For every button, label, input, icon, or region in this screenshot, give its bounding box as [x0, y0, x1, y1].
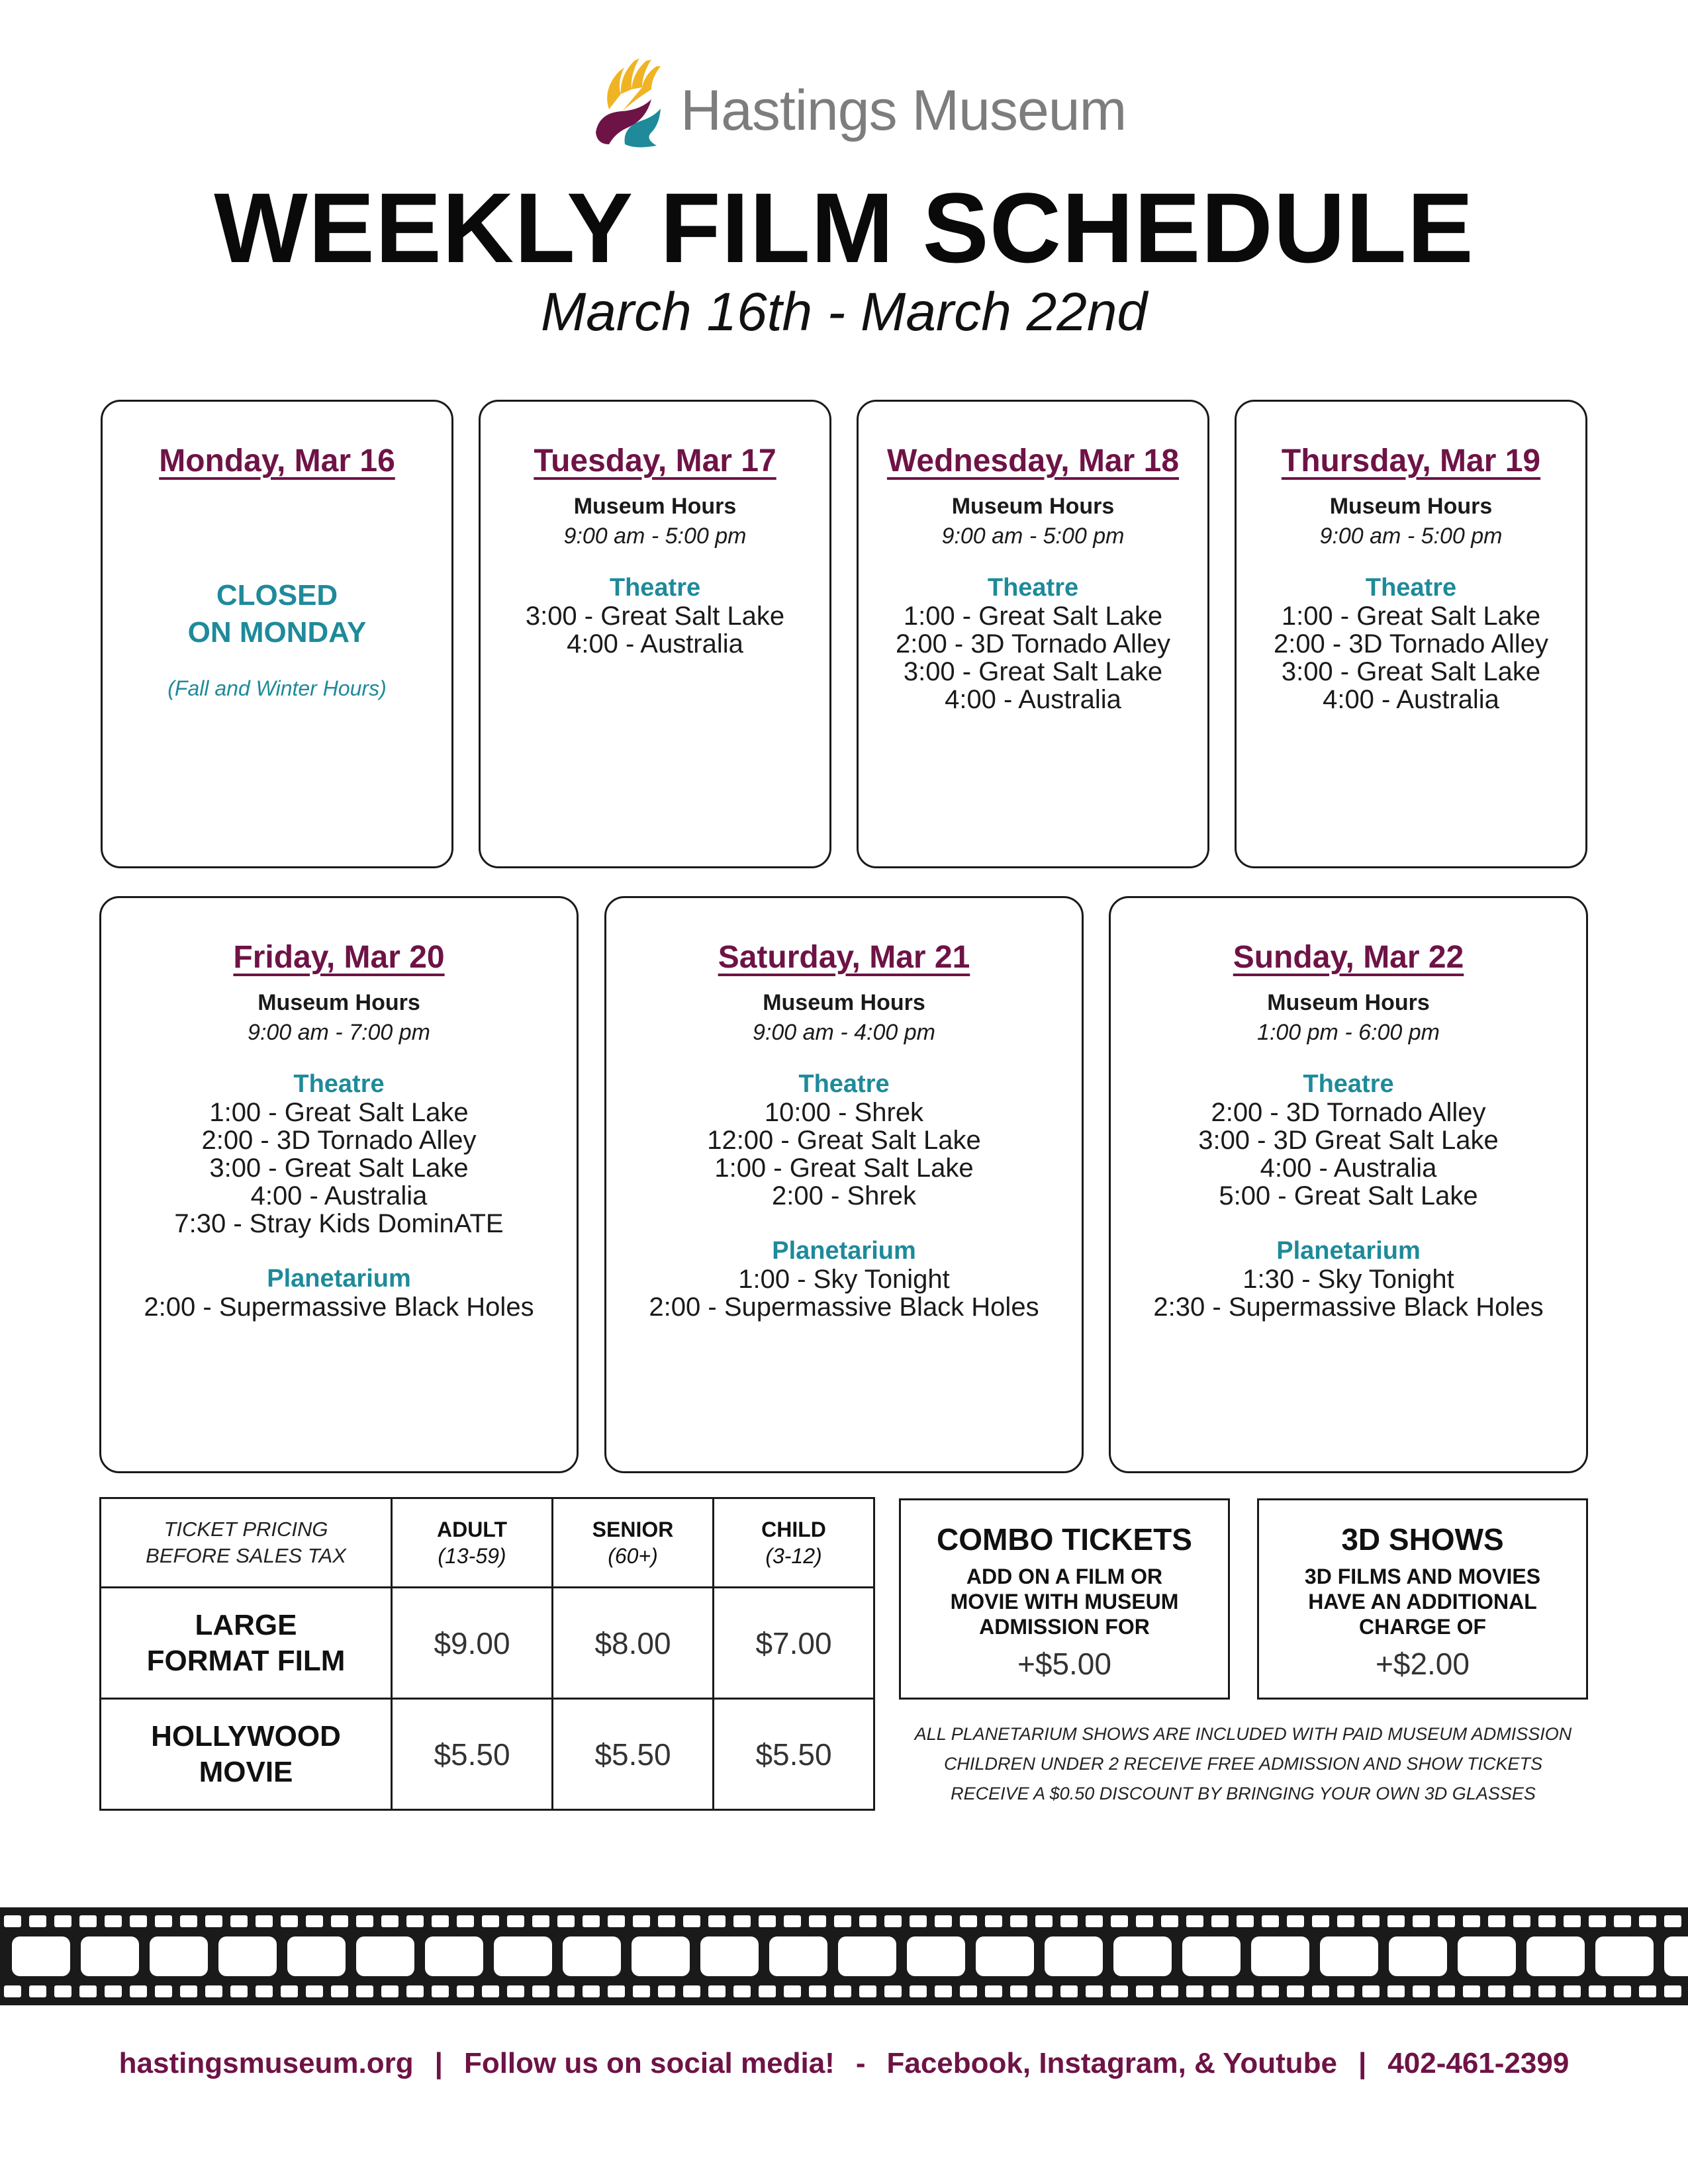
row-label-line-2: FORMAT FILM [146, 1644, 346, 1677]
sprocket-hole [557, 1915, 575, 1927]
sprocket-hole [1060, 1985, 1078, 1997]
sprocket-hole [1186, 1985, 1203, 1997]
sprocket-hole [205, 1915, 222, 1927]
sprocket-hole [205, 1985, 222, 1997]
sprocket-hole [29, 1985, 46, 1997]
column-header-child [714, 1498, 874, 1588]
showtime: 10:00 - Shrek [764, 1098, 924, 1127]
film-frame [425, 1936, 483, 1976]
film-frame [218, 1936, 277, 1976]
day-card-thursday [1235, 400, 1587, 868]
museum-hours-label: Museum Hours [258, 990, 420, 1015]
price-cell: $7.00 [714, 1588, 874, 1699]
theatre-section [101, 1069, 577, 1238]
theatre-heading: Theatre [1303, 1070, 1394, 1098]
film-frame [1320, 1936, 1378, 1976]
combo-description: ADD ON A FILM OR MOVIE WITH MUSEUM ADMISSION FOR [950, 1565, 1179, 1639]
sprocket-hole [79, 1985, 97, 1997]
day-title: Monday, Mar 16 [159, 443, 395, 478]
sprocket-hole [733, 1915, 751, 1927]
sprocket-hole [457, 1915, 474, 1927]
sprocket-hole [1589, 1915, 1606, 1927]
sprocket-hole [960, 1985, 977, 1997]
pricing-label-line-2: BEFORE SALES TAX [146, 1544, 346, 1567]
sprocket-hole [256, 1915, 273, 1927]
showtime: 2:00 - Supermassive Black Holes [649, 1293, 1039, 1322]
day-title: Thursday, Mar 19 [1281, 443, 1541, 478]
showtime: 2:30 - Supermassive Black Holes [1153, 1293, 1544, 1322]
sprocket-hole [658, 1985, 675, 1997]
combo-tickets-box [899, 1498, 1230, 1700]
sprocket-hole [1111, 1915, 1128, 1927]
sprocket-hole [809, 1985, 826, 1997]
sprocket-hole [281, 1915, 298, 1927]
column-range: (13-59) [438, 1544, 506, 1568]
sprocket-hole [784, 1985, 801, 1997]
showtime: 1:00 - Great Salt Lake [714, 1154, 974, 1183]
closed-notice [103, 577, 451, 651]
social-links[interactable]: Facebook, Instagram, & Youtube [886, 2047, 1337, 2079]
museum-hours-label: Museum Hours [1267, 990, 1430, 1015]
sprocket-hole [1538, 1985, 1556, 1997]
sprocket-hole [1639, 1915, 1656, 1927]
sprocket-hole [432, 1985, 449, 1997]
sprocket-hole [859, 1915, 876, 1927]
planetarium-section [606, 1236, 1082, 1321]
theatre-section [1237, 573, 1585, 713]
film-frame [1595, 1936, 1654, 1976]
closed-note: (Fall and Winter Hours) [167, 676, 387, 700]
sprocket-hole [910, 1915, 927, 1927]
3d-description: 3D FILMS AND MOVIES HAVE AN ADDITIONAL CHARGE OF [1304, 1565, 1541, 1639]
sprocket-hole [432, 1915, 449, 1927]
sprocket-hole [683, 1915, 700, 1927]
film-frame [1458, 1936, 1516, 1976]
film-frame [1664, 1936, 1688, 1976]
sprocket-hole [583, 1915, 600, 1927]
sprocket-hole [633, 1985, 650, 1997]
sprocket-hole [1060, 1915, 1078, 1927]
sprocket-hole [1513, 1915, 1530, 1927]
film-frame [907, 1936, 965, 1976]
sprocket-hole [1111, 1985, 1128, 1997]
sprocket-hole [985, 1915, 1002, 1927]
sprocket-hole [1136, 1915, 1153, 1927]
day-card-sunday [1109, 896, 1588, 1473]
sprocket-hole [884, 1915, 902, 1927]
day-title: Sunday, Mar 22 [1233, 940, 1464, 975]
sprocket-hole [4, 1985, 21, 1997]
film-frames [12, 1936, 1688, 1976]
pricing-corner-label [101, 1498, 392, 1588]
sprocket-hole [29, 1915, 46, 1927]
row-label-line-1: HOLLYWOOD [151, 1719, 341, 1752]
showtime: 2:00 - 3D Tornado Alley [201, 1126, 477, 1155]
showtime: 1:00 - Great Salt Lake [903, 602, 1163, 631]
3d-shows-box [1257, 1498, 1588, 1700]
film-frame [1526, 1936, 1585, 1976]
film-frame [563, 1936, 621, 1976]
day-card-saturday [604, 896, 1084, 1473]
theatre-section [606, 1069, 1082, 1210]
note-line: RECEIVE A $0.50 DISCOUNT BY BRINGING YOUR OWN 3D GLASSES [951, 1784, 1536, 1803]
museum-hours-value: 9:00 am - 5:00 pm [563, 523, 747, 549]
sprocket-hole [406, 1985, 424, 1997]
date-range: March 16th - March 22nd [540, 282, 1148, 342]
sprocket-hole [4, 1915, 21, 1927]
sprocket-hole [1664, 1915, 1681, 1927]
sprocket-hole [834, 1915, 851, 1927]
sprocket-hole [1538, 1915, 1556, 1927]
film-frame [1182, 1936, 1241, 1976]
sprocket-hole [1211, 1915, 1229, 1927]
sprocket-hole [1161, 1985, 1178, 1997]
ticket-pricing-table [99, 1497, 875, 1811]
sprocket-hole [1589, 1985, 1606, 1997]
planetarium-heading: Planetarium [772, 1237, 916, 1265]
sprocket-hole [507, 1915, 524, 1927]
column-label: SENIOR [592, 1518, 674, 1541]
film-frame [356, 1936, 414, 1976]
sprocket-hole [935, 1985, 952, 1997]
admission-notes [899, 1719, 1587, 1809]
sprocket-hole [1010, 1985, 1027, 1997]
3d-price: +$2.00 [1376, 1647, 1470, 1681]
sprocket-hole [1614, 1915, 1631, 1927]
sprocket-hole [1237, 1985, 1254, 1997]
sprocket-hole [180, 1985, 197, 1997]
film-frame [1113, 1936, 1172, 1976]
theatre-heading: Theatre [609, 574, 701, 602]
column-range: (3-12) [765, 1544, 822, 1568]
sprocket-hole [356, 1915, 373, 1927]
sprocket-hole [557, 1985, 575, 1997]
combo-price: +$5.00 [1017, 1647, 1111, 1681]
column-header-adult [392, 1498, 553, 1588]
showtime: 3:00 - 3D Great Salt Lake [1198, 1126, 1499, 1155]
column-range: (60+) [608, 1544, 658, 1568]
sprocket-hole [1488, 1985, 1505, 1997]
table-row [101, 1588, 874, 1699]
table-header-row [101, 1498, 874, 1588]
film-frame [287, 1936, 346, 1976]
sprocket-hole [1161, 1915, 1178, 1927]
day-card-friday [99, 896, 579, 1473]
sprocket-hole [1086, 1985, 1103, 1997]
sprocket-hole [1237, 1915, 1254, 1927]
price-cell: $8.00 [553, 1588, 714, 1699]
sprocket-hole [130, 1985, 147, 1997]
showtime: 5:00 - Great Salt Lake [1219, 1181, 1478, 1210]
note-line: CHILDREN UNDER 2 RECEIVE FREE ADMISSION AND SHOW TICKETS [943, 1754, 1543, 1774]
showtime: 12:00 - Great Salt Lake [707, 1126, 981, 1155]
sprocket-hole [1312, 1915, 1329, 1927]
film-frame [838, 1936, 896, 1976]
sprocket-hole [1614, 1985, 1631, 1997]
sprocket-hole [633, 1915, 650, 1927]
film-frame [1251, 1936, 1309, 1976]
sprocket-holes-top [4, 1915, 1681, 1927]
showtime: 1:00 - Great Salt Lake [1281, 602, 1541, 631]
sprocket-hole [1262, 1985, 1279, 1997]
sprocket-hole [1086, 1915, 1103, 1927]
price-cell: $5.50 [553, 1699, 714, 1810]
sprocket-hole [54, 1985, 71, 1997]
sprocket-hole [683, 1985, 700, 1997]
film-frame [494, 1936, 552, 1976]
showtime: 2:00 - Shrek [772, 1181, 916, 1210]
sprocket-hole [1438, 1985, 1455, 1997]
sprocket-hole [1136, 1985, 1153, 1997]
sprocket-hole [381, 1985, 399, 1997]
day-card-tuesday [479, 400, 831, 868]
sprocket-hole [457, 1985, 474, 1997]
filmstrip-decoration [0, 1907, 1688, 2005]
sprocket-hole [1413, 1985, 1430, 1997]
showtime: 3:00 - Great Salt Lake [209, 1154, 469, 1183]
theatre-heading: Theatre [1365, 574, 1457, 602]
sprocket-hole [482, 1915, 499, 1927]
follow-text: Follow us on social media! [463, 2047, 835, 2079]
film-frame [976, 1936, 1034, 1976]
sprocket-hole [1387, 1915, 1405, 1927]
showtime: 1:30 - Sky Tonight [1243, 1265, 1454, 1294]
showtime: 2:00 - 3D Tornado Alley [1273, 629, 1549, 659]
sprocket-hole [281, 1985, 298, 1997]
sprocket-hole [532, 1915, 549, 1927]
sprocket-hole [608, 1915, 625, 1927]
price-cell: $9.00 [392, 1588, 553, 1699]
row-label-line-2: MOVIE [199, 1755, 293, 1788]
theatre-heading: Theatre [798, 1070, 890, 1098]
sprocket-hole [331, 1915, 348, 1927]
sprocket-hole [583, 1985, 600, 1997]
film-frame [1389, 1936, 1447, 1976]
sprocket-hole [1438, 1915, 1455, 1927]
day-title: Saturday, Mar 21 [718, 940, 970, 975]
sprocket-hole [356, 1985, 373, 1997]
showtime: 4:00 - Australia [567, 629, 743, 659]
sprocket-hole [784, 1915, 801, 1927]
sprocket-hole [910, 1985, 927, 1997]
sprocket-hole [381, 1915, 399, 1927]
sprocket-hole [105, 1985, 122, 1997]
sprocket-hole [54, 1915, 71, 1927]
sprocket-hole [809, 1915, 826, 1927]
showtime: 3:00 - Great Salt Lake [903, 657, 1163, 686]
showtime: 3:00 - Great Salt Lake [525, 602, 785, 631]
sprocket-hole [155, 1985, 172, 1997]
planetarium-section [1111, 1236, 1586, 1321]
film-frame [12, 1936, 70, 1976]
sprocket-hole [1287, 1915, 1304, 1927]
sprocket-holes-bottom [4, 1985, 1681, 1997]
museum-hours-value: 1:00 pm - 6:00 pm [1257, 1020, 1440, 1045]
day-title: Wednesday, Mar 18 [886, 443, 1180, 478]
film-frame [150, 1936, 208, 1976]
sprocket-hole [1664, 1985, 1681, 1997]
day-title: Tuesday, Mar 17 [534, 443, 776, 478]
website-link[interactable]: hastingsmuseum.org [118, 2047, 414, 2079]
sprocket-hole [608, 1985, 625, 1997]
film-frame [769, 1936, 827, 1976]
showtime: 4:00 - Australia [945, 685, 1121, 714]
museum-hours-value: 9:00 am - 7:00 pm [248, 1020, 430, 1045]
sprocket-hole [180, 1915, 197, 1927]
sprocket-hole [105, 1915, 122, 1927]
sprocket-hole [708, 1985, 726, 1997]
museum-hours-label: Museum Hours [763, 990, 925, 1015]
footer-separator: | [434, 2047, 443, 2079]
theatre-section [481, 573, 829, 658]
planetarium-section [101, 1264, 577, 1321]
film-frame [632, 1936, 690, 1976]
sprocket-hole [1186, 1915, 1203, 1927]
sprocket-hole [759, 1915, 776, 1927]
column-header-senior [553, 1498, 714, 1588]
museum-hours-label: Museum Hours [951, 494, 1115, 519]
price-cell: $5.50 [714, 1699, 874, 1810]
sprocket-hole [306, 1985, 323, 1997]
sprocket-hole [1312, 1985, 1329, 1997]
day-card-wednesday [857, 400, 1209, 868]
sprocket-hole [1513, 1985, 1530, 1997]
sprocket-hole [230, 1915, 248, 1927]
showtime: 1:00 - Sky Tonight [738, 1265, 950, 1294]
sprocket-hole [658, 1915, 675, 1927]
planetarium-heading: Planetarium [1276, 1237, 1421, 1265]
sprocket-hole [79, 1915, 97, 1927]
sprocket-hole [1463, 1915, 1480, 1927]
table-row [101, 1699, 874, 1810]
sprocket-hole [256, 1985, 273, 1997]
museum-logo [583, 53, 1127, 152]
showtime: 1:00 - Great Salt Lake [209, 1098, 469, 1127]
sprocket-hole [859, 1985, 876, 1997]
sprocket-hole [1035, 1915, 1053, 1927]
sprocket-hole [1463, 1985, 1480, 1997]
sprocket-hole [1488, 1915, 1505, 1927]
day-title: Friday, Mar 20 [233, 940, 445, 975]
showtime: 3:00 - Great Salt Lake [1281, 657, 1541, 686]
showtime: 2:00 - 3D Tornado Alley [1211, 1098, 1486, 1127]
closed-line-2: ON MONDAY [187, 616, 367, 649]
showtime: 4:00 - Australia [1323, 685, 1499, 714]
theatre-section [1111, 1069, 1586, 1210]
sprocket-hole [331, 1985, 348, 1997]
sprocket-hole [1262, 1915, 1279, 1927]
column-label: CHILD [761, 1518, 826, 1541]
sprocket-hole [708, 1915, 726, 1927]
sprocket-hole [960, 1915, 977, 1927]
sprocket-hole [1287, 1985, 1304, 1997]
museum-hours-label: Museum Hours [1329, 494, 1493, 519]
sprocket-hole [230, 1985, 248, 1997]
sprocket-hole [1035, 1985, 1053, 1997]
museum-hours-value: 9:00 am - 5:00 pm [1319, 523, 1503, 549]
footer [0, 2047, 1688, 2080]
sprocket-hole [1337, 1985, 1354, 1997]
hand-logo-icon [583, 53, 682, 152]
sprocket-hole [985, 1985, 1002, 1997]
day-card-monday [101, 400, 453, 868]
sprocket-hole [306, 1915, 323, 1927]
sprocket-hole [406, 1915, 424, 1927]
sprocket-hole [1639, 1985, 1656, 1997]
sprocket-hole [733, 1985, 751, 1997]
sprocket-hole [1564, 1915, 1581, 1927]
sprocket-hole [1387, 1985, 1405, 1997]
sprocket-hole [532, 1985, 549, 1997]
sprocket-hole [884, 1985, 902, 1997]
combo-title: COMBO TICKETS [937, 1522, 1192, 1557]
showtime: 4:00 - Australia [1260, 1154, 1437, 1183]
museum-hours-value: 9:00 am - 5:00 pm [941, 523, 1125, 549]
museum-hours-label: Museum Hours [573, 494, 737, 519]
film-frame [81, 1936, 139, 1976]
footer-separator: | [1358, 2047, 1367, 2079]
sprocket-hole [1362, 1985, 1380, 1997]
phone-number[interactable]: 402-461-2399 [1387, 2047, 1570, 2079]
film-frame [1045, 1936, 1103, 1976]
closed-line-1: CLOSED [216, 579, 338, 612]
pricing-label-line-1: TICKET PRICING [164, 1518, 328, 1541]
page-title: WEEKLY FILM SCHEDULE [214, 172, 1474, 283]
planetarium-heading: Planetarium [267, 1265, 411, 1293]
theatre-heading: Theatre [293, 1070, 385, 1098]
sprocket-hole [482, 1985, 499, 1997]
sprocket-hole [1010, 1915, 1027, 1927]
sprocket-hole [1564, 1985, 1581, 1997]
row-label-line-1: LARGE [195, 1608, 297, 1641]
showtime: 4:00 - Australia [250, 1181, 428, 1210]
row-label [101, 1699, 392, 1810]
column-label: ADULT [436, 1518, 508, 1541]
sprocket-hole [834, 1985, 851, 1997]
price-cell: $5.50 [392, 1699, 553, 1810]
sprocket-hole [130, 1915, 147, 1927]
footer-dash: - [855, 2047, 866, 2079]
showtime: 7:30 - Stray Kids DominATE [174, 1209, 504, 1238]
3d-title: 3D SHOWS [1341, 1522, 1504, 1557]
brand-name: Hastings Museum [680, 79, 1127, 142]
film-frame [700, 1936, 759, 1976]
sprocket-hole [1211, 1985, 1229, 1997]
sprocket-hole [759, 1985, 776, 1997]
showtime: 2:00 - 3D Tornado Alley [895, 629, 1171, 659]
note-line: ALL PLANETARIUM SHOWS ARE INCLUDED WITH PAID MUSEUM ADMISSION [914, 1724, 1572, 1744]
sprocket-hole [1337, 1915, 1354, 1927]
row-label [101, 1588, 392, 1699]
theatre-section [859, 573, 1207, 713]
showtime: 2:00 - Supermassive Black Holes [144, 1293, 534, 1322]
museum-hours-value: 9:00 am - 4:00 pm [753, 1020, 935, 1045]
sprocket-hole [507, 1985, 524, 1997]
sprocket-hole [935, 1915, 952, 1927]
theatre-heading: Theatre [987, 574, 1079, 602]
sprocket-hole [1362, 1915, 1380, 1927]
sprocket-hole [1413, 1915, 1430, 1927]
sprocket-hole [155, 1915, 172, 1927]
